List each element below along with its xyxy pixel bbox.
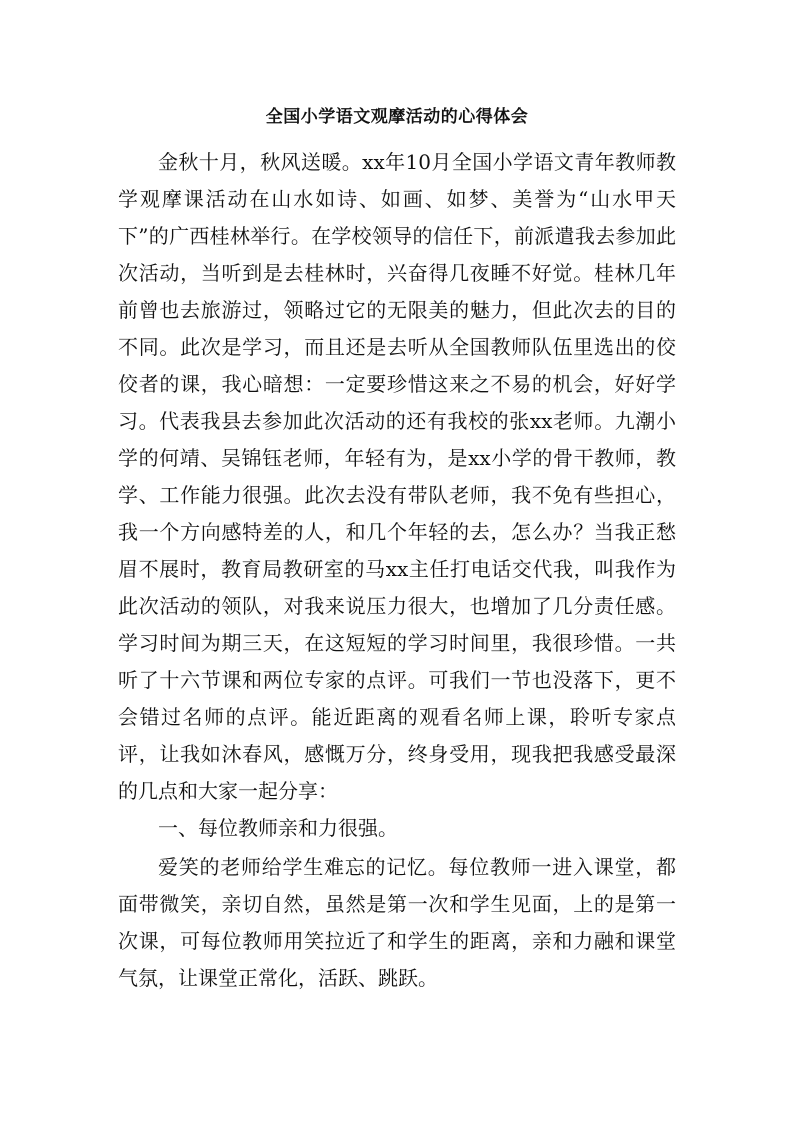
section-heading-text: 一、每位教师亲和力很强。 bbox=[158, 816, 398, 840]
paragraph-text: 金秋十月，秋风送暖。xx年10月全国小学语文青年教师教学观摩课活动在山水如诗、如画、如梦、美誉为“山水甲天下”的广西桂林举行。在学校领导的信任下，前派遣我去参加此次活动，当听到是去桂林时，兴奋得几夜睡不好觉。桂林几年前曾也去旅游过，领略过它的无限美的魅力，但此次去的目的不同。此次是学习，而且还是去听从全国教师队伍里选出的佼佼者的课，我心暗想：一定要珍惜这来之不易的机会，好好学习。代表我县去参加此次活动的还有我校的张xx老师。九潮小学的何靖、吴锦钰老师，年轻有为，是xx小学的骨干教师，教学、工作能力很强。此次去没有带队老师，我不免有些担心，我一个方向感特差的人，和几个年轻的去，怎么办？当我正愁眉不展时，教育局教研室的马xx主任打电话交代我，叫我作为此次活动的领队，对我来说压力很大，也增加了几分责任感。学习时间为期三天，在这短短的学习时间里，我很珍惜。一共听了十六节课和两位专家的点评。可我们一节也没落下，更不会错过名师的点评。能近距离的观看名师上课，聆听专家点评，让我如沐春风，感慨万分，终身受用，现我把我感受最深的几点和大家一起分享： bbox=[118, 150, 676, 803]
section-heading-1 bbox=[118, 810, 676, 847]
paragraph-intro bbox=[118, 144, 676, 810]
paragraph-section-1 bbox=[118, 849, 676, 997]
paragraph-text: 爱笑的老师给学生难忘的记忆。每位教师一进入课堂，都面带微笑，亲切自然，虽然是第一次和学生见面，上的是第一次课，可每位教师用笑拉近了和学生的距离，亲和力融和课堂气氛，让课堂正常化，活跃、跳跃。 bbox=[118, 855, 676, 990]
document-title: 全国小学语文观摩活动的心得体会 bbox=[265, 107, 529, 127]
